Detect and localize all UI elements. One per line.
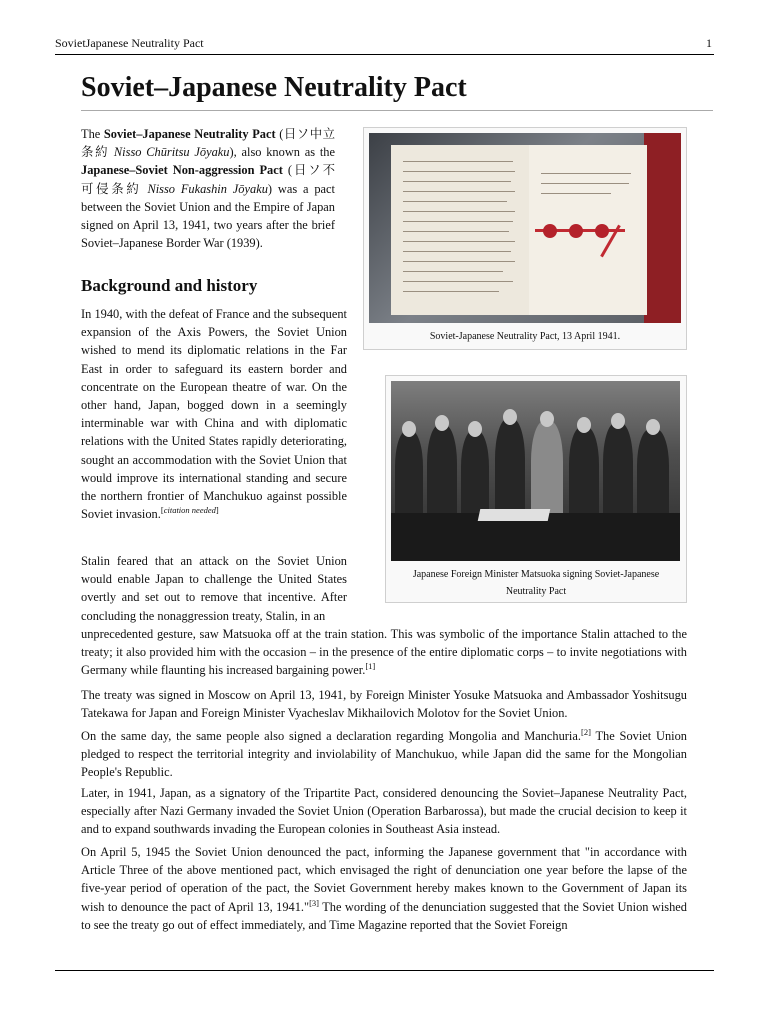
intro-romaji: Nisso Chūritsu Jōyaku xyxy=(113,145,230,160)
person-head xyxy=(435,415,449,431)
treaty-paper xyxy=(478,509,551,521)
citation-note: citation needed xyxy=(163,505,216,516)
section-heading-background: Background and history xyxy=(81,276,258,295)
person-silhouette xyxy=(495,419,525,519)
text-line xyxy=(403,281,513,282)
figure-caption: Japanese Foreign Minister Matsuoka signing Soviet-Japanese Neutrality Pact xyxy=(412,569,660,597)
intro-romaji-alt: Nisso Fukashin Jōyaku xyxy=(147,181,268,196)
background-text: In 1940, with the defeat of France and the subsequent expansion of the Axis Powers, the Soviet Union wished to mend its diplomatic relations in the Far East in order to safeguard its eastern border and concentrate on the European theatre of war. On the other hand, Japan, bogged down in a seemingly interminable war with China and with diplomatic relations with the United States rapidly deteriorating, sought an accommodation with the Soviet Union that would improve its international standing and secure the northern frontier of Manchukuo against possible Soviet invasion. xyxy=(81,307,347,522)
text-line xyxy=(403,251,511,252)
person-silhouette xyxy=(603,423,633,521)
text-line xyxy=(403,231,509,232)
intro-tail: ) was a pact between the Soviet Union and the Empire of Japan signed on April 13, 1941, two years after the brief Soviet–Japanese Border War (1939). xyxy=(81,181,335,251)
figure-treaty-document xyxy=(363,127,687,350)
text-line xyxy=(403,181,511,182)
citation-open: [ xyxy=(160,505,164,516)
figure-signing-photo xyxy=(385,375,687,603)
text-line xyxy=(403,191,515,192)
person-silhouette xyxy=(427,425,457,521)
person-head xyxy=(402,421,416,437)
stalin-text: unprecedented gesture, saw Matsuoka off at the train station. This was symbolic of the importance Stalin attached to the treaty; it also provided him with the occasion – in the presence of the entire diplomatic corps – to invite negotiations with Germany while flaunting his increased bargaining power. xyxy=(81,627,687,678)
treaty-paragraph: The treaty was signed in Moscow on April 13, 1941, by Foreign Minister Yosuke Matsuoka and Ambassador Yoshitsugu Tatekawa for Japan and Foreign Minister Vyacheslav Mikhailovich Molotov for the Soviet Union. xyxy=(81,688,687,721)
text-line xyxy=(403,261,515,262)
background-paragraph xyxy=(81,305,347,523)
person-silhouette xyxy=(461,431,489,521)
reference-2[interactable]: [2] xyxy=(580,726,591,737)
text-line xyxy=(403,211,515,212)
intro-alt-name: Japanese–Soviet Non-aggression Pact xyxy=(81,163,283,178)
person-silhouette xyxy=(395,431,423,521)
text-line xyxy=(403,271,503,272)
citation-needed[interactable] xyxy=(161,505,219,515)
stalin-paragraph-wide xyxy=(81,625,687,680)
april-paragraph xyxy=(81,843,687,934)
wax-seal xyxy=(595,224,609,238)
same-day-text: On the same day, the same people also signed a declaration regarding Mongolia and Manchuria. xyxy=(81,729,581,743)
person-silhouette xyxy=(569,427,599,521)
text-line xyxy=(403,291,499,292)
person-silhouette xyxy=(637,429,669,521)
person-head xyxy=(468,421,482,437)
text-line xyxy=(403,201,507,202)
person-head xyxy=(503,409,517,425)
intro-japanese-alt-name: (日ソ不可侵条約 xyxy=(81,163,335,196)
text-line xyxy=(541,173,631,174)
treaty-document-image[interactable] xyxy=(369,133,681,323)
text-line xyxy=(403,241,515,242)
person-head xyxy=(646,419,660,435)
intro-the: The xyxy=(81,127,104,141)
same-day-paragraph xyxy=(81,727,687,782)
intro-pact-name: Soviet–Japanese Neutrality Pact xyxy=(103,127,276,141)
person-head xyxy=(577,417,591,433)
reference-3[interactable]: [3] xyxy=(309,897,319,908)
signing-photo-image[interactable] xyxy=(391,381,680,561)
citation-close: ] xyxy=(215,505,219,516)
text-line xyxy=(541,193,611,194)
person-silhouette xyxy=(531,421,563,521)
wax-seal xyxy=(569,224,583,238)
intro-aka: ), also known as the xyxy=(229,145,335,160)
intro-paragraph xyxy=(81,125,335,252)
person-head xyxy=(540,411,554,427)
footer-rule xyxy=(55,970,714,971)
person-head xyxy=(611,413,625,429)
text-line xyxy=(541,183,629,184)
text-line xyxy=(403,171,515,172)
running-header-title: SovietJapanese Neutrality Pact xyxy=(55,36,204,50)
page-title: Soviet–Japanese Neutrality Pact xyxy=(81,70,713,111)
same-day-text-cont: The Soviet Union pledged to respect the territorial integrity and inviolability of Manchukuo, while Japan did the same for the Mongolian People's Republic. xyxy=(81,729,688,780)
april-text-cont: The wording of the denunciation suggested that the Soviet Union wished to see the treaty go out of effect immediately, and Time Magazine reported that the Soviet Foreign xyxy=(81,899,688,932)
intro-japanese-name: (日ソ中立条約 xyxy=(81,127,335,160)
text-line xyxy=(403,221,513,222)
april-text: On April 5, 1945 the Soviet Union denounced the pact, informing the Japanese government that "in accordance with Article Three of the above mentioned pact, which envisaged the right of denunciation one year before the lapse of the five-year period of operation of the pact, the Soviet Government hereby makes known to the Government of Japan its wish to denounce the pact of April 13, 1941." xyxy=(81,845,687,914)
wax-seal xyxy=(543,224,557,238)
reference-1[interactable]: [1] xyxy=(365,661,376,672)
running-header xyxy=(55,36,712,54)
header-rule xyxy=(55,54,714,55)
later-paragraph: Later, in 1941, Japan, as a signatory of the Tripartite Pact, considered denouncing the Soviet–Japanese Neutrality Pact, especially after Nazi Germany invaded the Soviet Union (Operation Barbarossa), but made the crucial decision to keep it and to expand southwards invading the European colonies in Southeast Asia instead. xyxy=(81,786,687,837)
stalin-paragraph-narrow: Stalin feared that an attack on the Soviet Union would enable Japan to challenge the United States overtly and set out to remove that incentive. After concluding the nonaggression treaty, Stalin, in an xyxy=(81,554,347,623)
figure-caption: Soviet-Japanese Neutrality Pact, 13 April 1941. xyxy=(429,331,621,342)
document-cover xyxy=(644,133,681,323)
page-number: 1 xyxy=(706,36,712,50)
text-line xyxy=(403,161,513,162)
